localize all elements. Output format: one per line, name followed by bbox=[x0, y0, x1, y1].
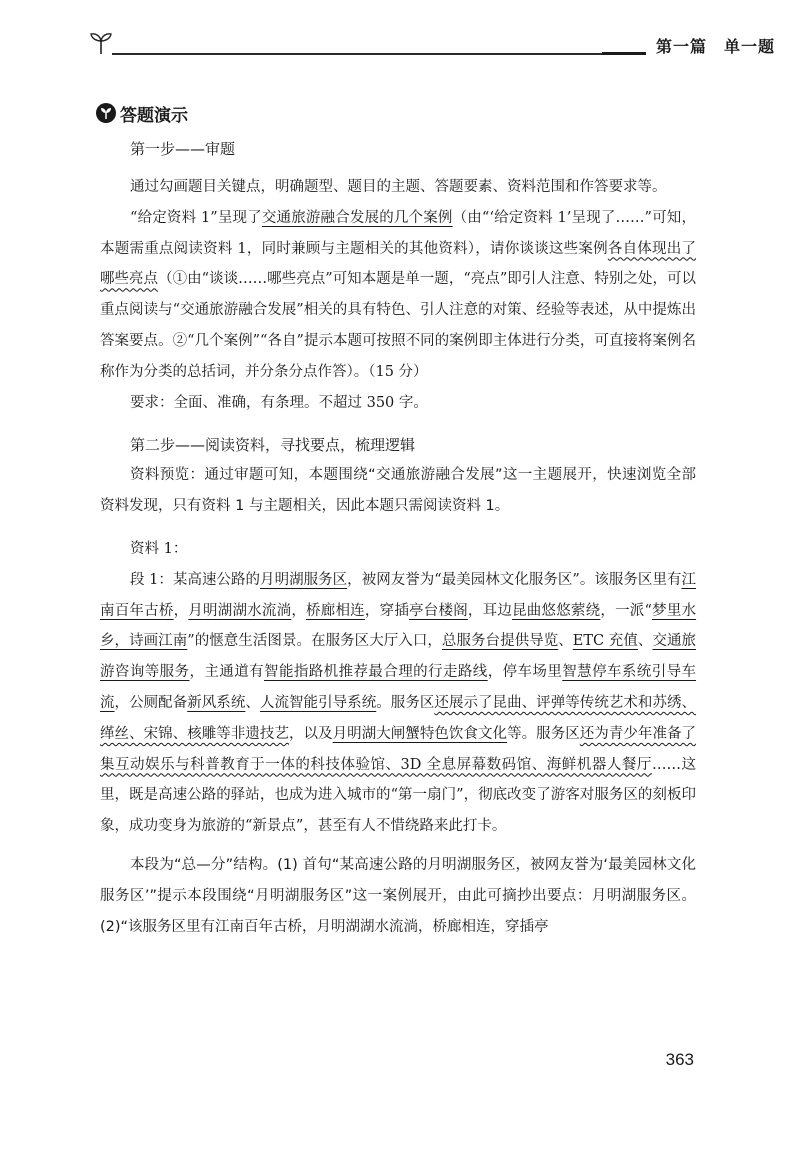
page-number: 363 bbox=[665, 1050, 694, 1069]
page-header bbox=[82, 30, 776, 60]
sprout-badge-icon bbox=[96, 103, 116, 123]
material-preview: 资料预览：通过审题可知，本题围绕“交通旅游融合发展”这一主题展开，快速浏览全部资料发现，只有资料 1 与主题相关，因此本题只需阅读资料 1。 bbox=[100, 467, 696, 515]
sprout-icon bbox=[88, 30, 114, 56]
question-keypoint: 各自体现出了哪些亮点 bbox=[100, 240, 696, 288]
section-title: 答题演示 bbox=[120, 105, 188, 126]
step1-intro: 通过勾画题目关键点，明确题型、题目的主题、答题要素、资料范围和作答要求等。 bbox=[130, 179, 667, 195]
material-paragraph: 段 1：某高速公路的月明湖服务区，被网友誉为“最美园林文化服务区”。该服务区里有江南百年古桥，月明湖湖水流淌，桥廊相连，穿插亭台楼阁，耳边昆曲悠悠萦绕，一派“梦里水乡，诗画江南”的惬意生活图景。在服务区大厅入口，总服务台提供导览、ETC 充值、交通旅游咨询等服务，主通道有智能指路机推荐最合理的行走路线，停车场里智慧停车系统引导车流，公厕配备新风系统、人流智能引导系统。服务区还展示了昆曲、评弹等传统艺术和苏绣、缂丝、宋锦、核雕等非遗技艺，以及月明湖大闸蟹特色饮食文化等。服务区还为青少年准备了集互动娱乐与科普教育于一体的科技体验馆、3D 全息屏幕数码馆、海鲜机器人餐厅……这里，既是高速公路的驿站，也成为进入城市的“第一扇门”，彻底改变了游客对服务区的刻板印象，成功变身为旅游的“新景点”，甚至有人不惜绕路来此打卡。 bbox=[100, 571, 697, 835]
section-heading bbox=[96, 100, 188, 126]
step1-title: 第一步——审题 bbox=[130, 140, 236, 158]
question-keypoint: 交通旅游融合发展的几个案例 bbox=[261, 209, 453, 226]
step2-title: 第二步——阅读资料，寻找要点，梳理逻辑 bbox=[130, 436, 416, 455]
main-content bbox=[100, 134, 696, 942]
chapter-title: 第一篇 单一题 bbox=[656, 37, 776, 56]
analysis-paragraph: 本段为“总—分”结构。(1) 首句“某高速公路的月明湖服务区，被网友誉为‘最美园林文化服务区’”提示本段围绕“月明湖服务区”这一案例展开，由此可摘抄出要点：月明湖服务区。(2)“该服务区里有江南百年古桥，月明湖湖水流淌，桥廊相连，穿插亭 bbox=[100, 856, 696, 935]
header-rule-accent bbox=[602, 52, 646, 55]
requirement: 要求：全面、准确，有条理。不超过 350 字。 bbox=[130, 394, 428, 411]
material-label: 资料 1： bbox=[130, 540, 188, 557]
question-paragraph: “给定资料 1”呈现了交通旅游融合发展的几个案例（由“‘给定资料 1’呈现了……”可知，本题需重点阅读资料 1，同时兼顾与主题相关的其他资料），请你谈谈这些案例各自体现出了哪些亮点（①由“谈谈……哪些亮点”可知本题是单一题，“亮点”即引人注意、特别之处，可以重点阅读与“交通旅游融合发展”相关的具有特色、引人注意的对策、经验等表述，从中提炼出答案要点。②“几个案例”“各自”提示本题可按照不同的案例即主体进行分类，可直接将案例名称作为分类的总括词，并分条分点作答）。（15 分） bbox=[100, 209, 697, 380]
header-rule bbox=[112, 53, 644, 55]
